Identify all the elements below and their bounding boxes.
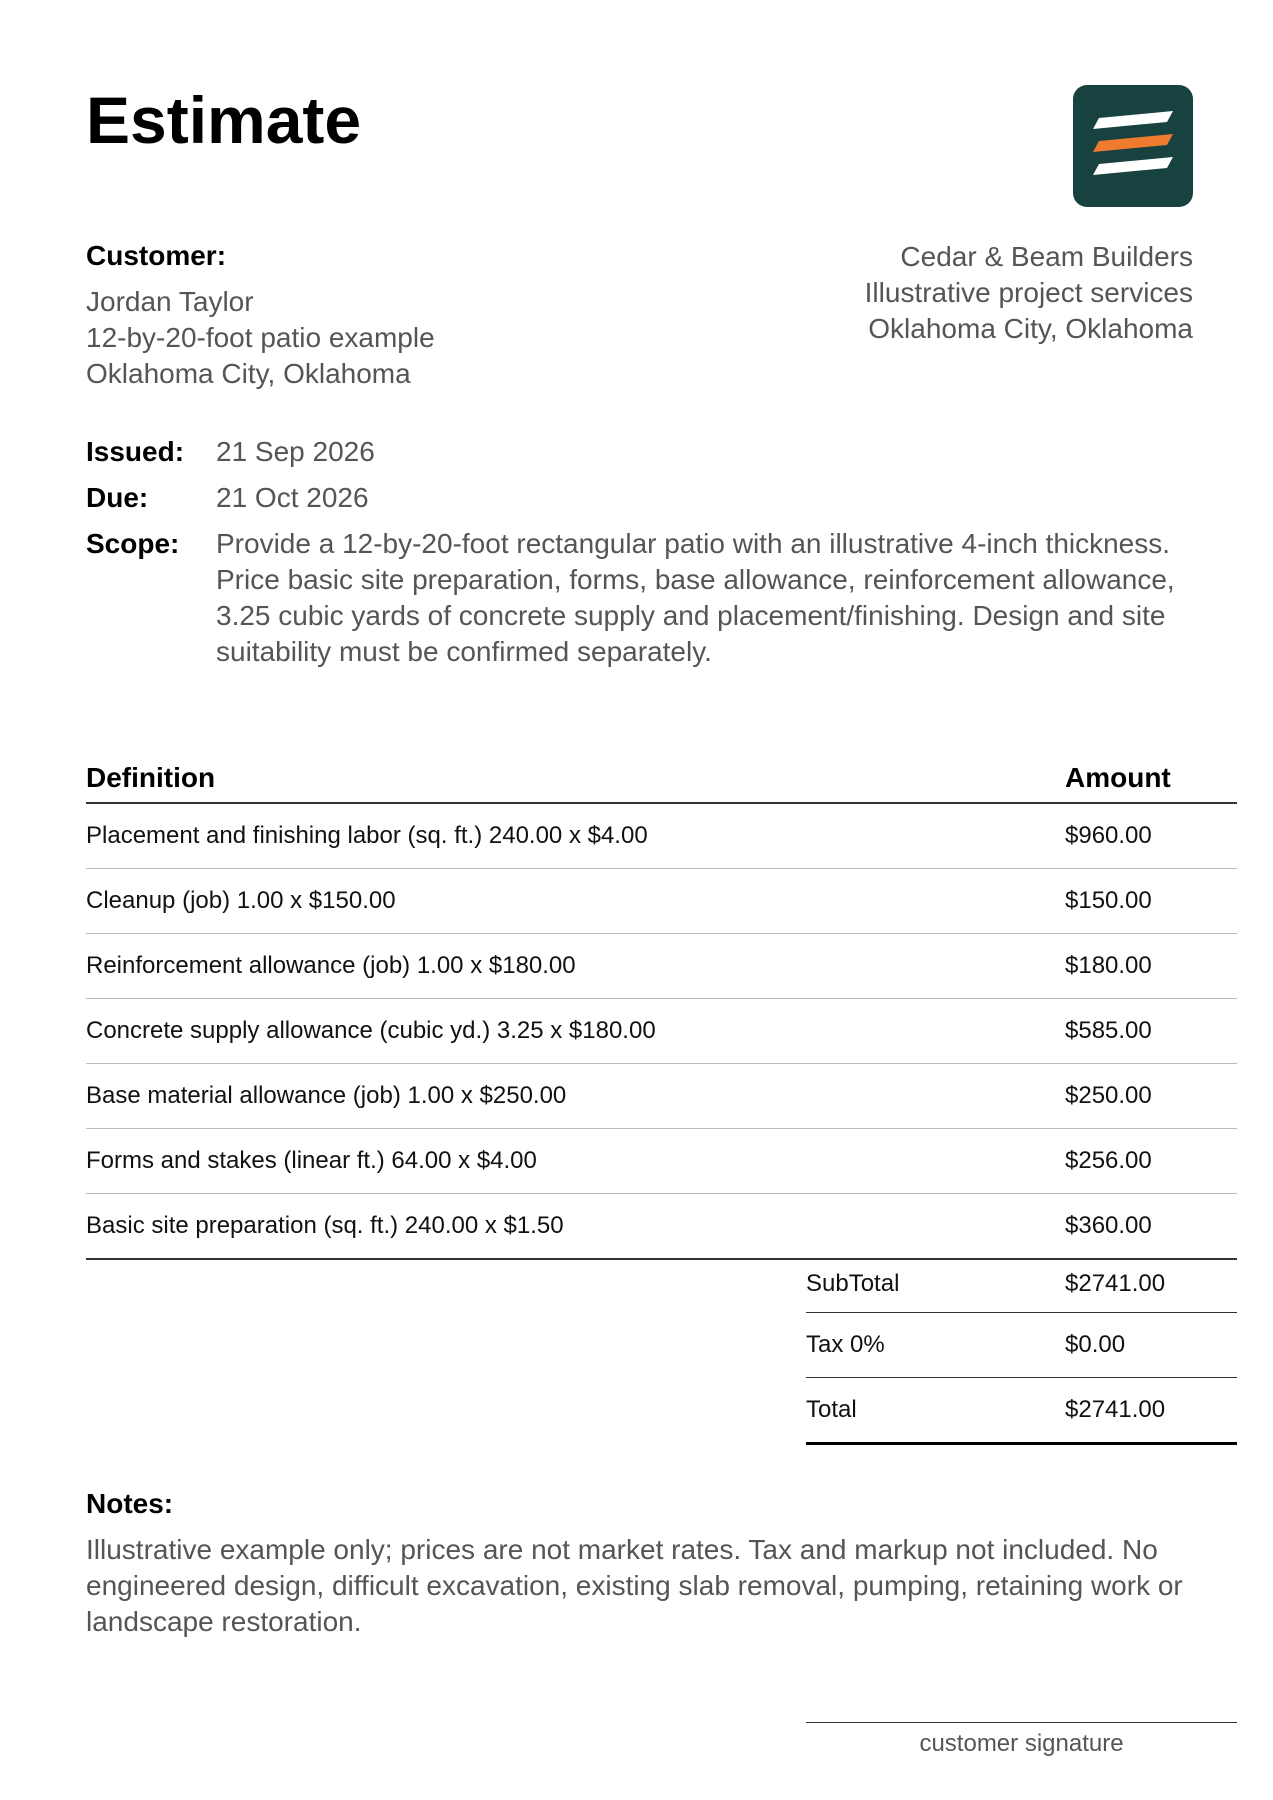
- total-row: [806, 1378, 1237, 1444]
- table-row: [86, 1064, 1237, 1129]
- issued-row: [86, 434, 1186, 470]
- row-definition: Placement and finishing labor (sq. ft.) 240.00 x $4.00: [86, 803, 1065, 869]
- total-label: Total: [806, 1378, 1065, 1444]
- table-header-row: [86, 756, 1237, 803]
- row-definition: Base material allowance (job) 1.00 x $250.00: [86, 1064, 1065, 1129]
- line-items-table: [86, 756, 1237, 1260]
- tax-row: [806, 1313, 1237, 1378]
- row-amount: $180.00: [1065, 934, 1237, 999]
- row-amount: $256.00: [1065, 1129, 1237, 1194]
- issued-label: Issued:: [86, 436, 185, 467]
- table-row: [86, 803, 1237, 869]
- row-amount: $585.00: [1065, 999, 1237, 1064]
- issued-date: 21 Sep 2026: [216, 436, 375, 467]
- signature-label: customer signature: [919, 1730, 1124, 1757]
- totals-table: [806, 1256, 1237, 1445]
- layered-slabs-logo-icon: [1073, 85, 1193, 207]
- row-amount: $960.00: [1065, 803, 1237, 869]
- tax-value: $0.00: [1065, 1313, 1237, 1378]
- customer-project: 12-by-20-foot patio example: [86, 322, 435, 353]
- subtotal-row: [806, 1256, 1237, 1313]
- amount-header: Amount: [1065, 756, 1237, 803]
- row-definition: Forms and stakes (linear ft.) 64.00 x $4.00: [86, 1129, 1065, 1194]
- customer-name: Jordan Taylor: [86, 286, 254, 317]
- table-row: [86, 1129, 1237, 1194]
- total-value: $2741.00: [1065, 1378, 1237, 1444]
- table-row: [86, 934, 1237, 999]
- row-amount: $250.00: [1065, 1064, 1237, 1129]
- table-row: [86, 999, 1237, 1064]
- row-definition: Cleanup (job) 1.00 x $150.00: [86, 869, 1065, 934]
- customer-label: Customer:: [86, 240, 227, 271]
- signature-line: [806, 1722, 1237, 1723]
- notes-text: Illustrative example only; prices are not market rates. Tax and markup not included. No engineered design, difficult excavation, existing slab removal, pumping, retaining work or landscape restoration.: [86, 1534, 1183, 1637]
- customer-info: [86, 284, 435, 392]
- customer-location: Oklahoma City, Oklahoma: [86, 358, 411, 389]
- company-tagline: Illustrative project services: [864, 277, 1193, 308]
- scope-row: [86, 526, 1186, 670]
- company-logo: [1073, 85, 1193, 207]
- row-definition: Reinforcement allowance (job) 1.00 x $180.00: [86, 934, 1065, 999]
- row-definition: Basic site preparation (sq. ft.) 240.00 x $1.50: [86, 1194, 1065, 1260]
- due-label: Due:: [86, 482, 149, 513]
- scope-label: Scope:: [86, 528, 180, 559]
- company-info: [865, 239, 1193, 347]
- notes-label: Notes:: [86, 1488, 174, 1519]
- row-amount: $150.00: [1065, 869, 1237, 934]
- subtotal-label: SubTotal: [806, 1256, 1065, 1313]
- table-row: [86, 869, 1237, 934]
- scope-text: Provide a 12-by-20-foot rectangular patio with an illustrative 4-inch thickness. Price basic site preparation, forms, base allowance, reinforcement allowance, 3.25 cubic yards of concrete supply and placement/finishing. Design and site suitability must be confirmed separately.: [216, 528, 1175, 667]
- tax-label: Tax 0%: [806, 1313, 1065, 1378]
- subtotal-value: $2741.00: [1065, 1256, 1237, 1313]
- row-amount: $360.00: [1065, 1194, 1237, 1260]
- estimate-meta: [86, 434, 1186, 680]
- definition-header: Definition: [86, 756, 1065, 803]
- document-title: Estimate: [86, 83, 362, 157]
- due-row: [86, 480, 1186, 516]
- company-name: Cedar & Beam Builders: [900, 241, 1193, 272]
- row-definition: Concrete supply allowance (cubic yd.) 3.25 x $180.00: [86, 999, 1065, 1064]
- table-row: [86, 1194, 1237, 1260]
- company-location: Oklahoma City, Oklahoma: [868, 313, 1193, 344]
- due-date: 21 Oct 2026: [216, 482, 369, 513]
